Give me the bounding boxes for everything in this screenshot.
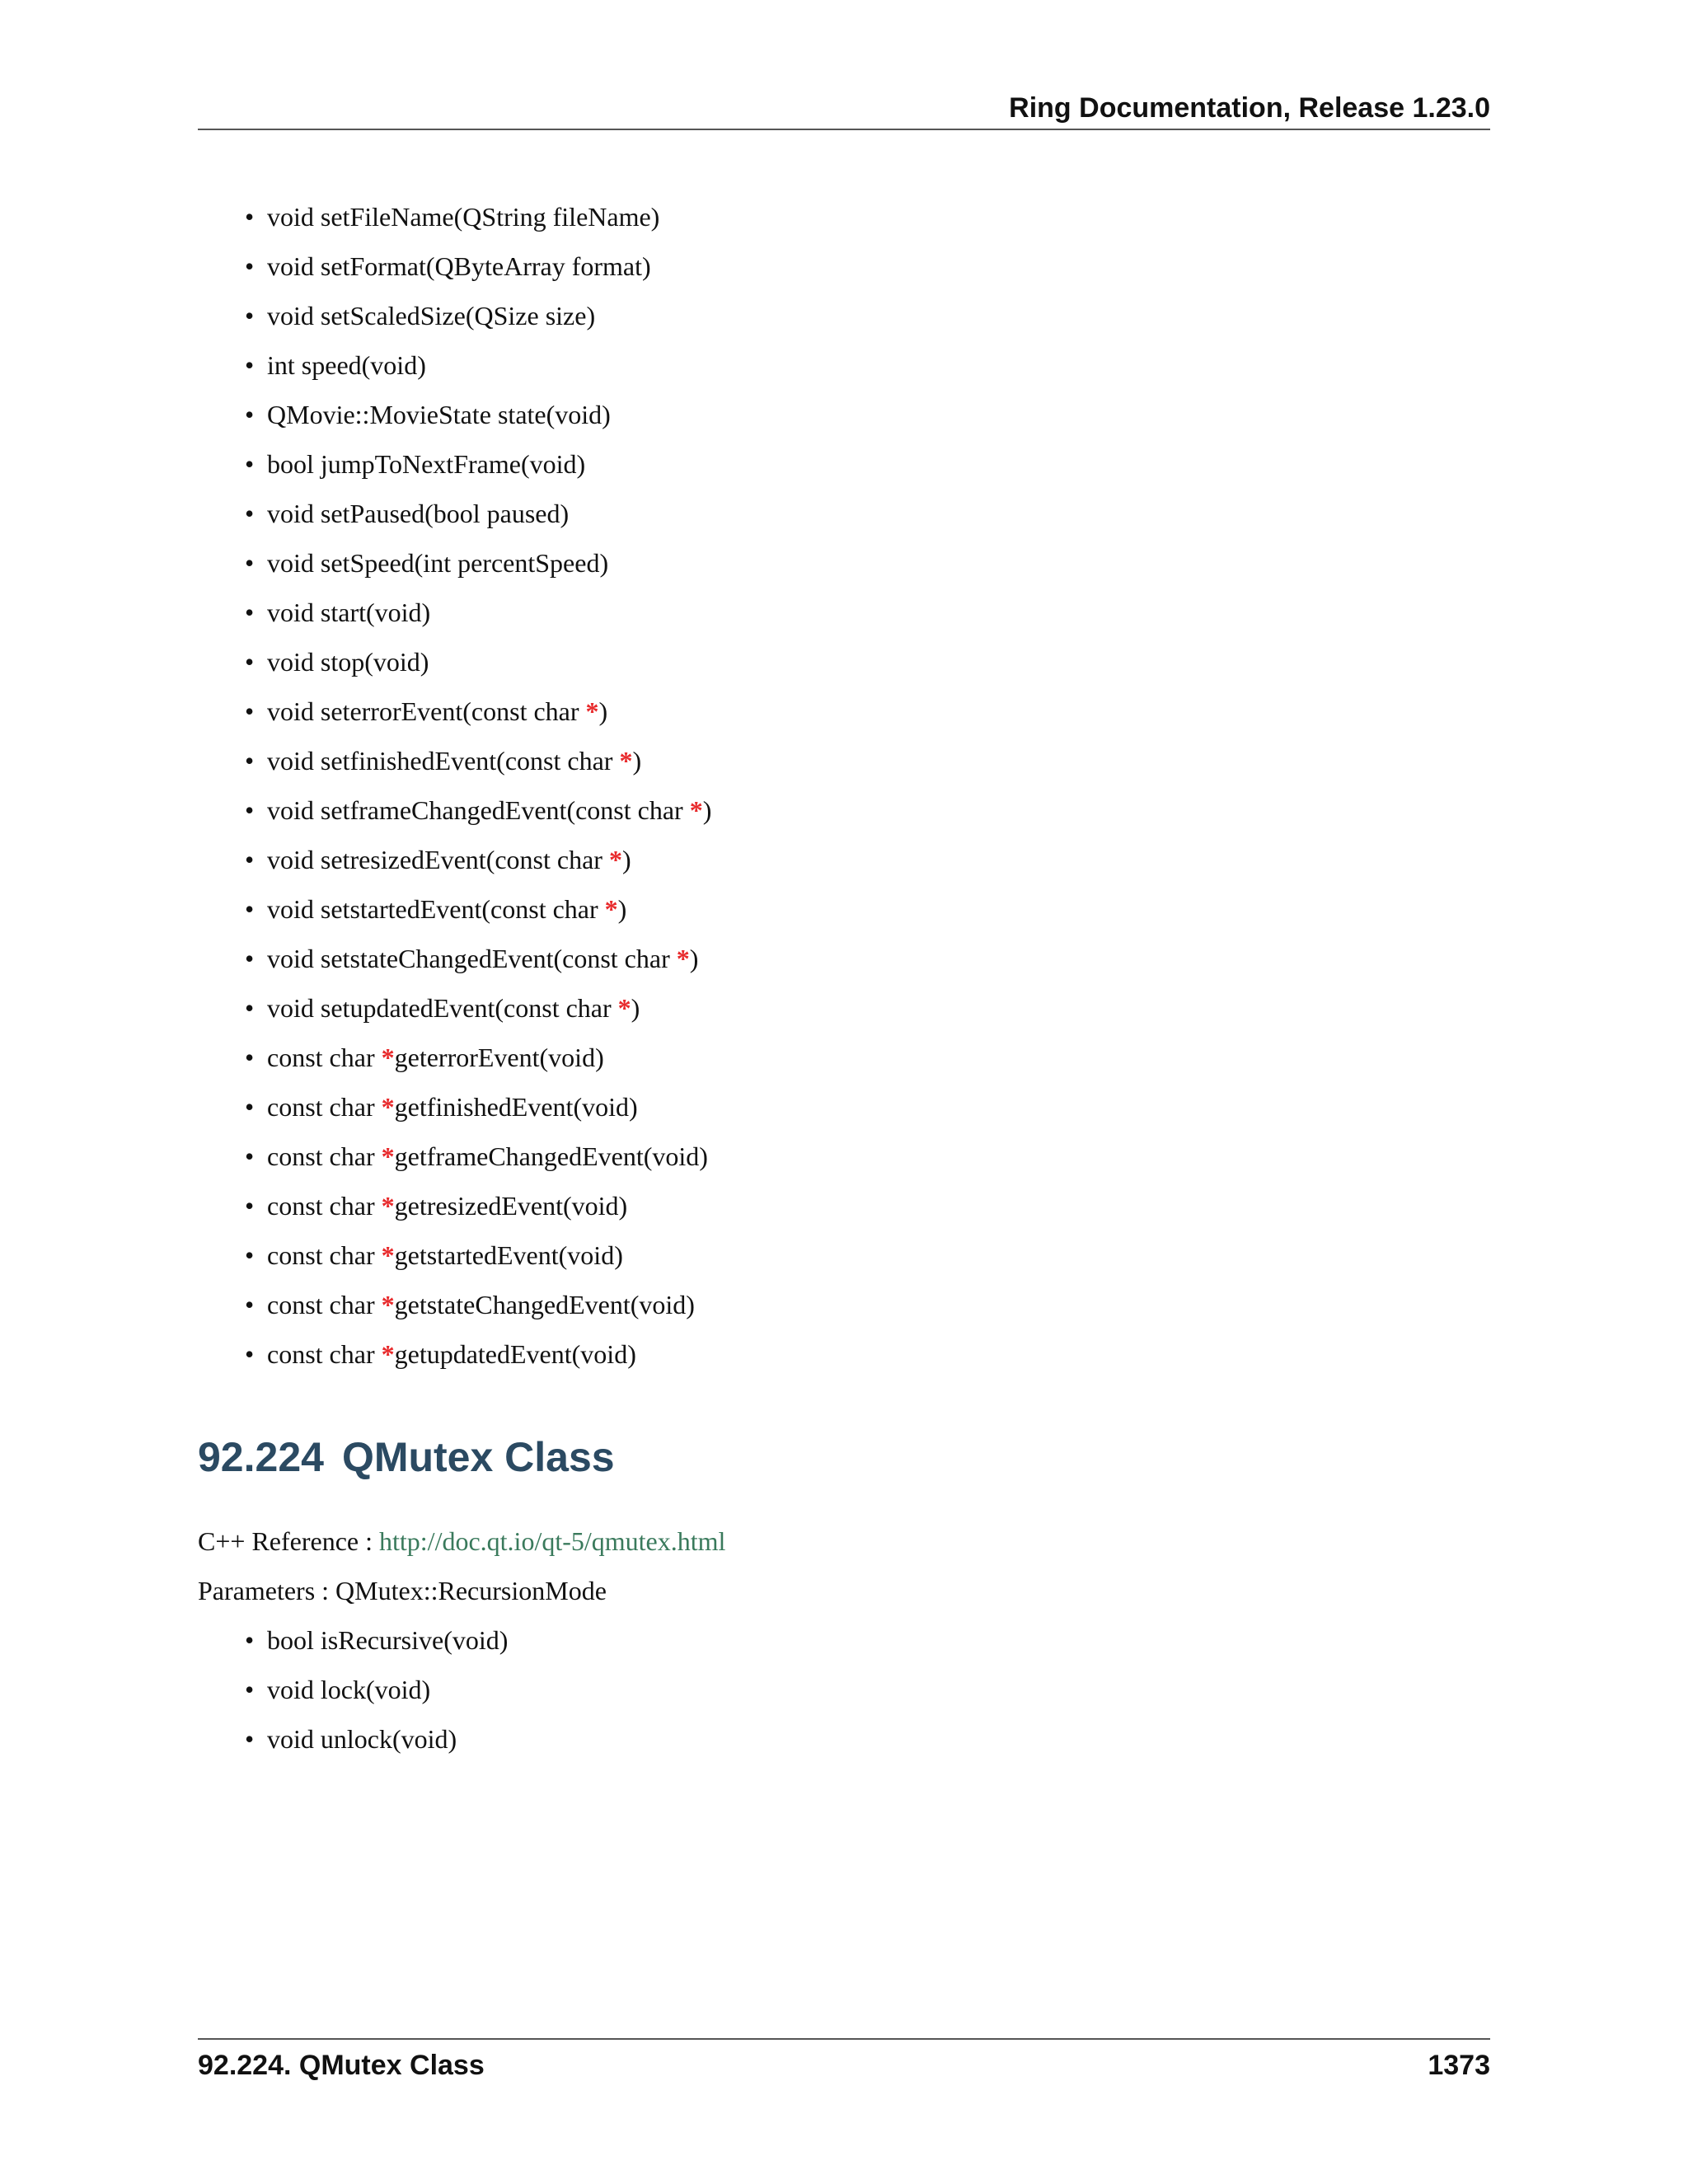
method-signature-pre: void lock(void): [267, 1675, 431, 1704]
running-footer: [198, 2038, 1490, 2083]
method-signature-pre: const char: [267, 1339, 382, 1369]
pointer-asterisk: *: [381, 1141, 395, 1171]
method-signature-pre: void setresizedEvent(const char: [267, 845, 609, 874]
method-signature-pre: bool isRecursive(void): [267, 1625, 509, 1655]
pointer-asterisk: *: [381, 1092, 395, 1122]
pointer-asterisk: *: [676, 944, 690, 973]
method-signature-post: getframeChangedEvent(void): [394, 1141, 708, 1171]
list-item: [245, 991, 711, 1040]
method-signature-pre: void setstartedEvent(const char: [267, 894, 605, 924]
list-item: [245, 496, 711, 546]
list-item: [245, 546, 711, 595]
pointer-asterisk: *: [381, 1290, 395, 1319]
list-item: [245, 1623, 508, 1672]
method-signature-pre: void setScaledSize(QSize size): [267, 301, 596, 330]
method-signature-post: ): [632, 746, 642, 776]
method-signature-pre: void start(void): [267, 598, 431, 627]
method-list-qmovie: [245, 199, 711, 1386]
parameters-line: Parameters : QMutex::RecursionMode: [198, 1576, 607, 1605]
method-signature-post: getstartedEvent(void): [394, 1240, 623, 1270]
method-signature-pre: const char: [267, 1240, 382, 1270]
method-signature-pre: bool jumpToNextFrame(void): [267, 449, 586, 479]
pointer-asterisk: *: [608, 845, 622, 874]
method-signature-post: ): [621, 845, 631, 874]
method-signature-pre: void setFileName(QString fileName): [267, 202, 660, 232]
method-signature-pre: int speed(void): [267, 350, 426, 380]
method-signature-post: ): [631, 993, 640, 1023]
method-signature-post: ): [598, 696, 608, 726]
reference-link[interactable]: http://doc.qt.io/qt-5/qmutex.html: [379, 1526, 726, 1556]
pointer-asterisk: *: [381, 1339, 395, 1369]
list-item: [245, 842, 711, 892]
list-item: [245, 644, 711, 694]
list-item: [245, 1722, 508, 1771]
list-item: [245, 1188, 711, 1238]
method-signature-post: ): [689, 944, 699, 973]
list-item: [245, 397, 711, 447]
method-signature-post: geterrorEvent(void): [394, 1043, 604, 1072]
pointer-asterisk: *: [604, 894, 618, 924]
method-signature-pre: void setPaused(bool paused): [267, 499, 570, 528]
list-item: [245, 793, 711, 842]
list-item: [245, 1337, 711, 1386]
method-signature-post: getfinishedEvent(void): [394, 1092, 638, 1122]
pointer-asterisk: *: [617, 993, 631, 1023]
method-signature-pre: void setupdatedEvent(const char: [267, 993, 618, 1023]
pointer-asterisk: *: [585, 696, 599, 726]
list-item: [245, 941, 711, 991]
method-signature-pre: void unlock(void): [267, 1724, 457, 1754]
method-signature-pre: void setstateChangedEvent(const char: [267, 944, 677, 973]
method-list-qmutex: [245, 1623, 508, 1771]
list-item: [245, 199, 711, 249]
list-item: [245, 348, 711, 397]
list-item: [245, 1090, 711, 1139]
cpp-reference: [198, 1524, 725, 1558]
list-item: [245, 892, 711, 941]
section-heading: [198, 1432, 615, 1482]
list-item: [245, 447, 711, 496]
footer-section: 92.224. QMutex Class: [198, 2050, 485, 2081]
method-signature-pre: void stop(void): [267, 647, 429, 677]
method-signature-post: getupdatedEvent(void): [394, 1339, 636, 1369]
section-number: 92.224: [198, 1434, 324, 1480]
method-signature-pre: QMovie::MovieState state(void): [267, 400, 611, 429]
method-signature-pre: void setfinishedEvent(const char: [267, 746, 620, 776]
list-item: [245, 1287, 711, 1337]
pointer-asterisk: *: [381, 1043, 395, 1072]
method-signature-post: ): [702, 795, 712, 825]
list-item: [245, 1672, 508, 1722]
list-item: [245, 743, 711, 793]
method-signature-pre: void setFormat(QByteArray format): [267, 251, 651, 281]
method-signature-pre: const char: [267, 1043, 382, 1072]
reference-label: C++ Reference :: [198, 1526, 379, 1556]
running-header: [198, 91, 1490, 130]
method-signature-pre: const char: [267, 1191, 382, 1221]
method-signature-post: getresizedEvent(void): [394, 1191, 628, 1221]
section-title: QMutex Class: [341, 1434, 615, 1480]
list-item: [245, 1040, 711, 1090]
method-signature-pre: const char: [267, 1290, 382, 1319]
pointer-asterisk: *: [689, 795, 703, 825]
list-item: [245, 249, 711, 298]
list-item: [245, 1139, 711, 1188]
list-item: [245, 1238, 711, 1287]
page-number: 1373: [1428, 2050, 1490, 2081]
list-item: [245, 298, 711, 348]
pointer-asterisk: *: [619, 746, 633, 776]
list-item: [245, 595, 711, 644]
list-item: [245, 694, 711, 743]
method-signature-post: ): [617, 894, 627, 924]
header-title: Ring Documentation, Release 1.23.0: [1009, 92, 1490, 124]
method-signature-pre: const char: [267, 1141, 382, 1171]
method-signature-post: getstateChangedEvent(void): [394, 1290, 695, 1319]
method-signature-pre: void setSpeed(int percentSpeed): [267, 548, 609, 578]
pointer-asterisk: *: [381, 1191, 395, 1221]
method-signature-pre: const char: [267, 1092, 382, 1122]
method-signature-pre: void seterrorEvent(const char: [267, 696, 586, 726]
method-signature-pre: void setframeChangedEvent(const char: [267, 795, 690, 825]
pointer-asterisk: *: [381, 1240, 395, 1270]
